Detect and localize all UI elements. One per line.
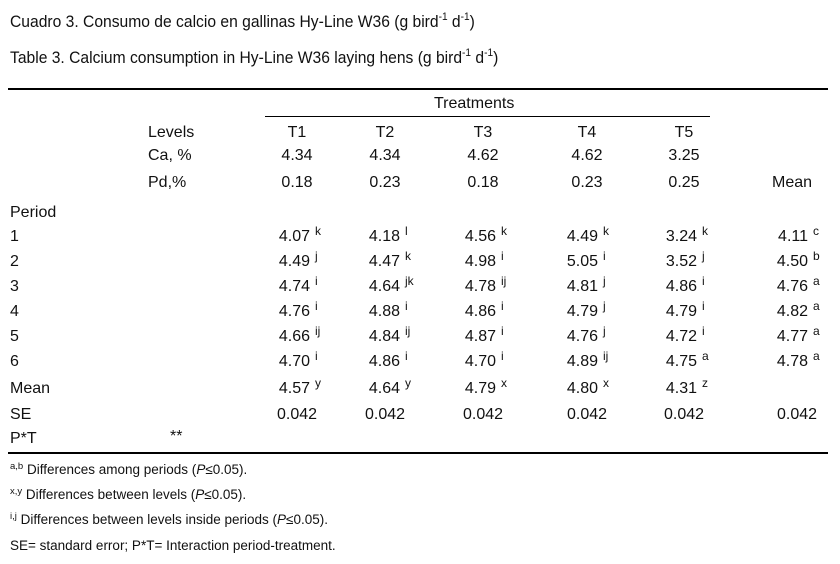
table-cell-value: 4.88 [368,303,400,320]
pd-label: Pd,% [148,174,187,191]
footnote-italic: P [277,512,287,527]
significance-letter: i [405,349,408,363]
treatment-column-heading: T5 [674,124,694,141]
pd-level-value: 0.23 [369,174,401,191]
significance-letter: j [603,274,606,288]
significance-letter: i [702,274,705,288]
pt-row-label: P*T [10,430,37,447]
table-cell-value: 4.70 [278,353,310,370]
table-cell-value: 4.75 [665,353,697,370]
significance-letter: y [405,376,411,390]
significance-letter: k [603,224,609,238]
table-cell-value: 3.52 [665,253,697,270]
pd-level-value: 0.23 [571,174,603,191]
footnote-text: SE= standard error; P*T= Interaction period-treatment. [10,538,336,553]
significance-letter: i [501,299,504,313]
significance-letter: k [405,249,411,263]
ca-level-value: 4.62 [571,147,603,164]
significance-letter: j [603,324,606,338]
table-bottom-rule [8,452,828,454]
table-cell-value: 4.64 [368,278,400,295]
significance-letter: a [813,299,820,313]
footnote-text-end: ≤0.05). [205,462,248,477]
significance-letter: a [813,349,820,363]
significance-letter: i [501,349,504,363]
footnote-text-end: ≤0.05). [286,512,328,527]
footnote-italic: P [196,462,206,477]
table-cell-value: 4.74 [278,278,310,295]
significance-letter: ij [405,324,411,338]
se-row-label: SE [10,406,32,423]
footnote-line [10,487,246,502]
significance-letter: a [702,349,709,363]
table-cell-value: 4.76 [278,303,310,320]
table-cell-value: 4.49 [566,228,598,245]
table-cell-value: 4.70 [464,353,496,370]
significance-letter: i [501,249,504,263]
pd-level-value: 0.18 [467,174,499,191]
ca-level-value: 4.62 [467,147,499,164]
significance-letter: j [603,299,606,313]
table-cell-value: 4.78 [776,353,808,370]
significance-letter: a [813,324,820,338]
significance-letter: j [702,249,705,263]
table-cell-value: 5.05 [566,253,598,270]
period-row-label: 6 [10,353,19,370]
treatment-column-heading: T4 [577,124,597,141]
significance-letter: a [813,274,820,288]
table-cell-value: 4.47 [368,253,400,270]
mean-row-label: Mean [10,380,51,397]
significance-letter: k [702,224,708,238]
significance-letter: i [315,274,318,288]
pd-level-value: 0.18 [281,174,313,191]
table-cell-value: 4.78 [464,278,496,295]
significance-letter: z [702,376,708,390]
significance-letter: i [702,299,705,313]
table-cell-value: 4.50 [776,253,808,270]
footnote-marker: a,b [10,461,24,472]
footnote-italic: P [195,487,205,502]
table-cell-value: 4.80 [566,380,598,397]
table-cell-value: 4.79 [464,380,496,397]
table-cell-value: 4.31 [665,380,697,397]
footnote-marker: x,y [10,486,23,497]
footnote-text: Differences between levels inside periods ( [16,512,278,527]
ca-label: Ca, % [148,147,192,164]
table-cell-value: 4.49 [278,253,310,270]
period-row-label: 3 [10,278,19,295]
treatments-rule [265,116,710,117]
pd-level-value: 0.25 [668,174,700,191]
mean-heading: Mean [772,174,813,191]
se-value: 0.042 [462,406,504,423]
table-cell-value: 4.86 [368,353,400,370]
significance-letter: b [813,249,820,263]
se-value: 0.042 [276,406,318,423]
table-cell-value: 4.18 [368,228,400,245]
table-cell-value: 4.77 [776,328,808,345]
significance-letter: i [603,249,606,263]
table-cell-value: 4.64 [368,380,400,397]
period-label: Period [10,204,57,221]
table-cell-value: 4.81 [566,278,598,295]
table-cell-value: 4.11 [778,228,808,245]
table-cell-value: 4.56 [464,228,496,245]
table-cell-value: 4.86 [464,303,496,320]
significance-letter: ij [315,324,321,338]
significance-letter: ij [603,349,609,363]
period-row-label: 1 [10,228,19,245]
table-cell-value: 4.87 [464,328,496,345]
significance-letter: j [315,249,318,263]
table-cell-value: 4.86 [665,278,697,295]
ca-level-value: 3.25 [668,147,700,164]
table-cell-value: 3.24 [665,228,697,245]
caption-english: Table 3. Calcium consumption in Hy-Line W36 laying hens (g bird$^{-1}$ $d^{-1}$) [10,47,499,67]
significance-letter: i [702,324,705,338]
ca-level-value: 4.34 [369,147,401,164]
significance-letter: i [405,299,408,313]
table-cell-value: 4.79 [566,303,598,320]
table-cell-value: 4.76 [776,278,808,295]
table-top-rule [8,88,828,90]
footnote-marker: i,j [10,511,17,522]
footnote-line [10,538,336,553]
significance-letter: i [501,324,504,338]
period-row-label: 5 [10,328,19,345]
se-value: 0.042 [663,406,705,423]
table-cell-value: 4.79 [665,303,697,320]
treatment-column-heading: T3 [473,124,493,141]
footnote-text-end: ≤0.05). [204,487,247,502]
table-cell-value: 4.89 [566,353,598,370]
table-cell-value: 4.72 [665,328,697,345]
table-cell-value: 4.82 [776,303,808,320]
footnote-line [10,512,328,527]
footnote-line [10,462,247,477]
treatment-column-heading: T2 [375,124,395,141]
se-mean-value: 0.042 [776,406,818,423]
table-cell-value: 4.98 [464,253,496,270]
period-row-label: 2 [10,253,19,270]
significance-letter: k [315,224,321,238]
significance-letter: x [603,376,609,390]
treatment-column-heading: T1 [287,124,307,141]
treatments-heading: Treatments [434,95,515,112]
significance-letter: x [501,376,507,390]
significance-letter: jk [405,274,414,288]
significance-letter: c [813,224,819,238]
ca-level-value: 4.34 [281,147,313,164]
footnote-text: Differences between levels ( [22,487,196,502]
significance-letter: y [315,376,321,390]
significance-letter: k [501,224,507,238]
table-cell-value: 4.76 [566,328,598,345]
significance-letter: i [315,299,318,313]
caption-spanish: Cuadro 3. Consumo de calcio en gallinas Hy-Line W36 (g bird$^{-1}$ $d^{-1}$) [10,11,475,31]
table-cell-value: 4.57 [278,380,310,397]
footnote-text: Differences among periods ( [23,462,197,477]
table-cell-value: 4.07 [278,228,310,245]
period-row-label: 4 [10,303,19,320]
levels-label: Levels [148,124,195,141]
table-cell-value: 4.84 [368,328,400,345]
significance-letter: ij [501,274,507,288]
significance-letter: i [315,349,318,363]
se-value: 0.042 [566,406,608,423]
pt-significance: ** [170,428,183,445]
table-cell-value: 4.66 [278,328,310,345]
se-value: 0.042 [364,406,406,423]
significance-letter: l [405,224,408,238]
